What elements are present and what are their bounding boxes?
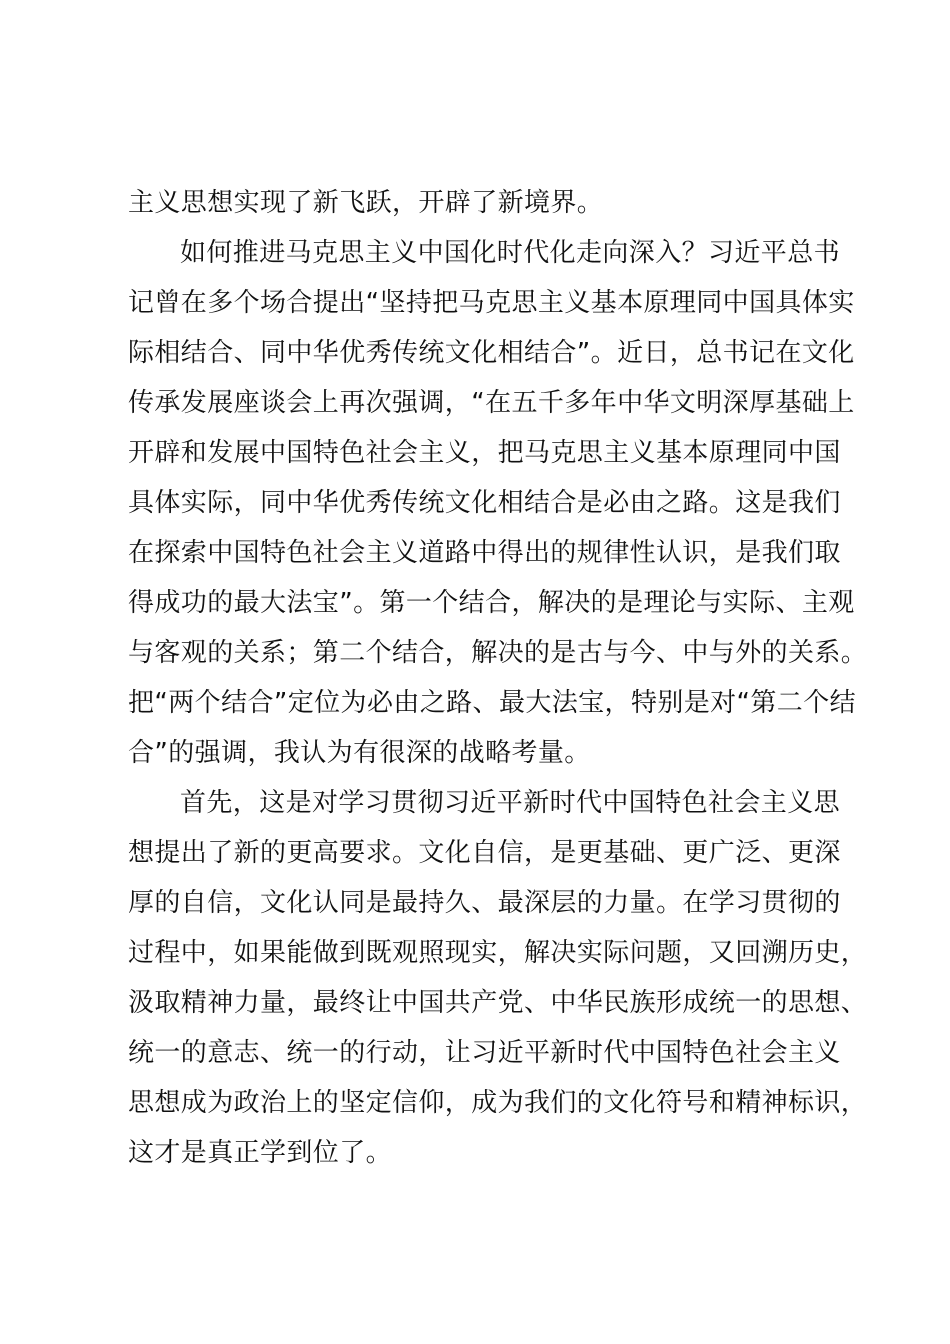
text-line-1: 主义思想实现了新飞跃，开辟了新境界。 (128, 188, 604, 218)
text-line-12: 合”的强调，我认为有很深的战略考量。 (128, 738, 591, 768)
text-line-7: 具体实际，同中华优秀传统文化相结合是必由之路。这是我们 (128, 488, 841, 518)
text-line-13-paragraph-start: 首先，这是对学习贯彻习近平新时代中国特色社会主义思 (180, 788, 841, 818)
text-line-5: 传承发展座谈会上再次强调，“在五千多年中华文明深厚基础上 (128, 388, 855, 418)
text-line-8: 在探索中国特色社会主义道路中得出的规律性认识，是我们取 (128, 538, 841, 568)
text-line-10: 与客观的关系；第二个结合，解决的是古与今、中与外的关系。 (128, 638, 868, 668)
text-line-20: 这才是真正学到位了。 (128, 1138, 393, 1168)
text-line-4: 际相结合、同中华优秀传统文化相结合”。近日，总书记在文化 (128, 338, 855, 368)
text-line-15: 厚的自信，文化认同是最持久、最深层的力量。在学习贯彻的 (128, 888, 841, 918)
text-line-9: 得成功的最大法宝”。第一个结合，解决的是理论与实际、主观 (128, 588, 855, 618)
text-line-19: 思想成为政治上的坚定信仰，成为我们的文化符号和精神标识， (128, 1088, 868, 1118)
text-line-2-paragraph-start: 如何推进马克思主义中国化时代化走向深入？习近平总书 (180, 238, 841, 268)
text-line-6: 开辟和发展中国特色社会主义，把马克思主义基本原理同中国 (128, 438, 841, 468)
text-line-18: 统一的意志、统一的行动，让习近平新时代中国特色社会主义 (128, 1038, 841, 1068)
text-line-14: 想提出了新的更高要求。文化自信，是更基础、更广泛、更深 (128, 838, 841, 868)
text-line-3: 记曾在多个场合提出“坚持把马克思主义基本原理同中国具体实 (128, 288, 855, 318)
text-line-16: 过程中，如果能做到既观照现实，解决实际问题，又回溯历史， (128, 938, 868, 968)
body-text (128, 178, 868, 1178)
text-line-17: 汲取精神力量，最终让中国共产党、中华民族形成统一的思想、 (128, 988, 868, 1018)
text-line-11: 把“两个结合”定位为必由之路、最大法宝，特别是对“第二个结 (128, 688, 857, 718)
